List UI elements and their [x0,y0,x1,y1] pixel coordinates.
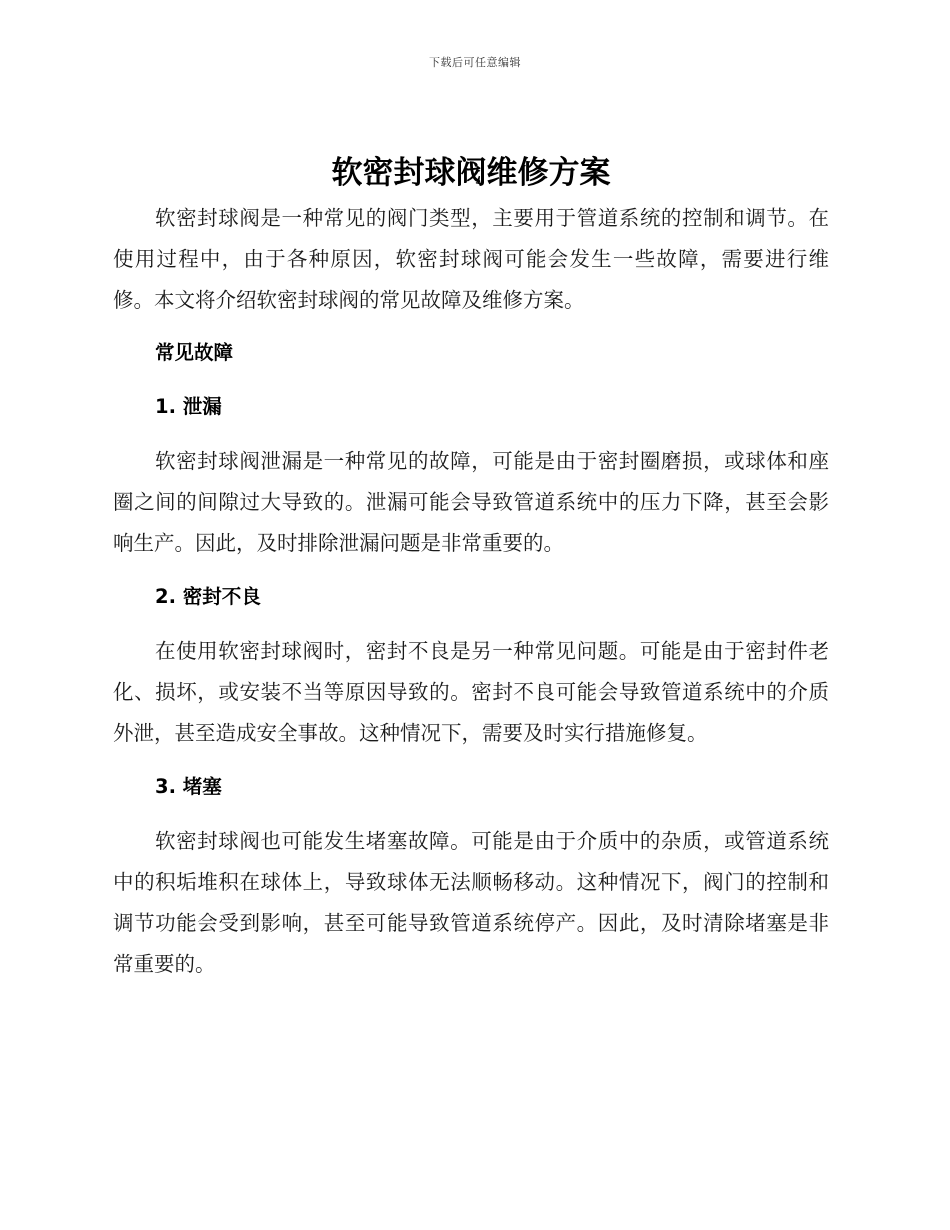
fault-paragraph-poor-seal: 在使用软密封球阀时，密封不良是另一种常见问题。可能是由于密封件老化、损坏，或安装不当等原因导致的。密封不良可能会导致管道系统中的介质外泄，甚至造成安全事故。这种情况下，需要及时实行措施修复。 [113,639,829,745]
fault-paragraph-leakage: 软密封球阀泄漏是一种常见的故障，可能是由于密封圈磨损，或球体和座圈之间的间隙过大导致的。泄漏可能会导致管道系统中的压力下降，甚至会影响生产。因此，及时排除泄漏问题是非常重要的。 [113,449,829,555]
fault-paragraph-blockage: 软密封球阀也可能发生堵塞故障。可能是由于介质中的杂质，或管道系统中的积垢堆积在球体上，导致球体无法顺畅移动。这种情况下，阀门的控制和调节功能会受到影响，甚至可能导致管道系统停产。因此，及时清除堵塞是非常重要的。 [113,829,829,976]
header-note: 下载后可任意编辑 [429,56,521,69]
intro-paragraph: 软密封球阀是一种常见的阀门类型，主要用于管道系统的控制和调节。在使用过程中，由于各种原因，软密封球阀可能会发生一些故障，需要进行维修。本文将介绍软密封球阀的常见故障及维修方案。 [113,206,829,312]
fault-heading-poor-seal: 2. 密封不良 [155,585,261,608]
document-body [113,150,829,985]
section-heading-common-faults: 常见故障 [155,341,234,364]
document-title: 软密封球阀维修方案 [331,155,611,191]
fault-heading-blockage: 3. 堵塞 [155,775,222,798]
fault-heading-leakage: 1. 泄漏 [155,395,222,418]
